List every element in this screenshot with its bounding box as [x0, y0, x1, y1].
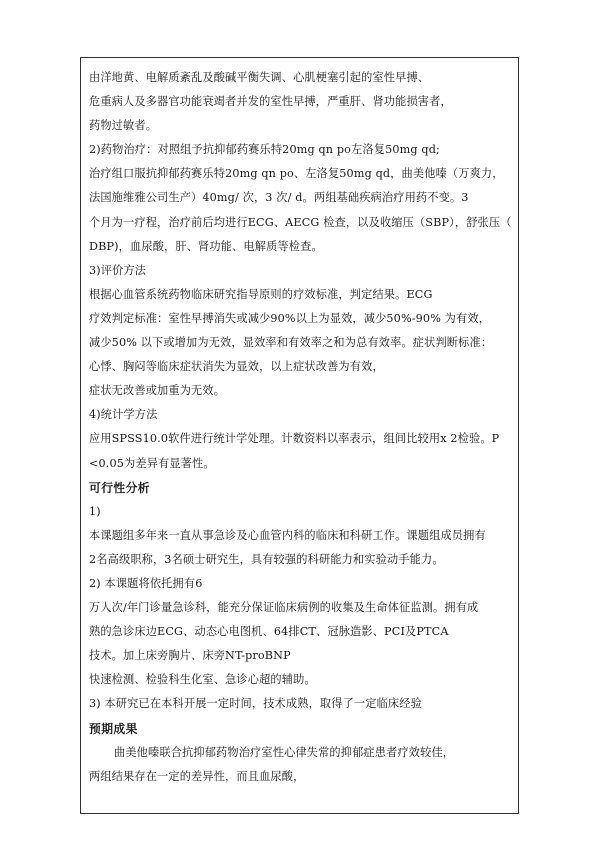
section-heading: 预期成果 [89, 721, 138, 736]
text-line: 快速检测、检验科生化室、急诊心超的辅助。 [89, 673, 316, 687]
text-line: 治疗组口服抗抑郁药赛乐特20mg qn po、左洛复50mg qd，曲美他嗪（万爽力， [89, 167, 504, 181]
text-line: 应用SPSS10.0软件进行统计学处理。计数资料以率表示，组间比较用x 2检验。P [89, 432, 500, 446]
text-line: 3)评价方法 [89, 263, 147, 277]
text-line: 1) [89, 504, 101, 518]
text-line: 熟的急诊床边ECG、动态心电图机、64排CT、冠脉造影、PCI及PTCA [89, 625, 449, 639]
text-line: 4)统计学方法 [89, 408, 158, 422]
text-line: 技术。加上床旁胸片、床旁NT-proBNP [89, 649, 291, 663]
section-heading: 可行性分析 [89, 480, 150, 495]
text-line: 2)药物治疗：对照组予抗抑郁药赛乐特20mg qn po左洛复50mg qd; [89, 143, 440, 157]
document-body [89, 71, 514, 794]
text-line: 2) 本课题将依托拥有6 [89, 576, 203, 590]
text-line: 法国施维雅公司生产）40mg/ 次，3 次/ d。两组基础疾病治疗用药不变。3 [89, 191, 469, 205]
text-line: 3) 本研究已在本科开展一定时间，技术成熟，取得了一定临床经验 [89, 697, 422, 711]
text-line: 万人次/年门诊量急诊科，能充分保证临床病例的收集及生命体征监测。拥有成 [89, 601, 479, 615]
text-line: 个月为一疗程，治疗前后均进行ECG、AECG 检查，以及收缩压（SBP），舒张压（ [89, 215, 512, 229]
text-line: 疗效判定标准：室性早搏消失或减少90%以上为显效，减少50%-90% 为有效， [89, 311, 491, 325]
text-line: 由洋地黄、电解质紊乱及酸碱平衡失调、心肌梗塞引起的室性早搏、 [89, 71, 430, 84]
text-line: 2名高级职称，3名硕士研究生，具有较强的科研能力和实验动手能力。 [89, 552, 444, 566]
text-line: 症状无改善或加重为无效。 [89, 384, 226, 398]
text-line: 减少50% 以下或增加为无效，显效率和有效率之和为总有效率。症状判断标准： [89, 336, 493, 350]
text-line: 心悸、胸闷等临床症状消失为显效，以上症状改善为有效， [89, 360, 384, 374]
text-line: 两组结果存在一定的差异性，而且血尿酸， [89, 769, 305, 783]
text-line: 根据心血管系统药物临床研究指导原则的疗效标准，判定结果。ECG [89, 287, 433, 301]
text-line: 药物过敏者。 [89, 119, 158, 133]
text-line: 危重病人及多器官功能衰竭者并发的室性早搏，严重肝、肾功能损害者， [89, 95, 452, 109]
text-line: <0.05为差异有显著性。 [89, 456, 215, 470]
text-line: 本课题组多年来一直从事急诊及心血管内科的临床和科研工作。课题组成员拥有 [89, 528, 486, 542]
text-line: DBP)，血尿酸，肝、肾功能、电解质等检查。 [89, 239, 323, 253]
text-line: 曲美他嗪联合抗抑郁药物治疗室性心律失常的抑郁症患者疗效较佳， [114, 745, 455, 759]
